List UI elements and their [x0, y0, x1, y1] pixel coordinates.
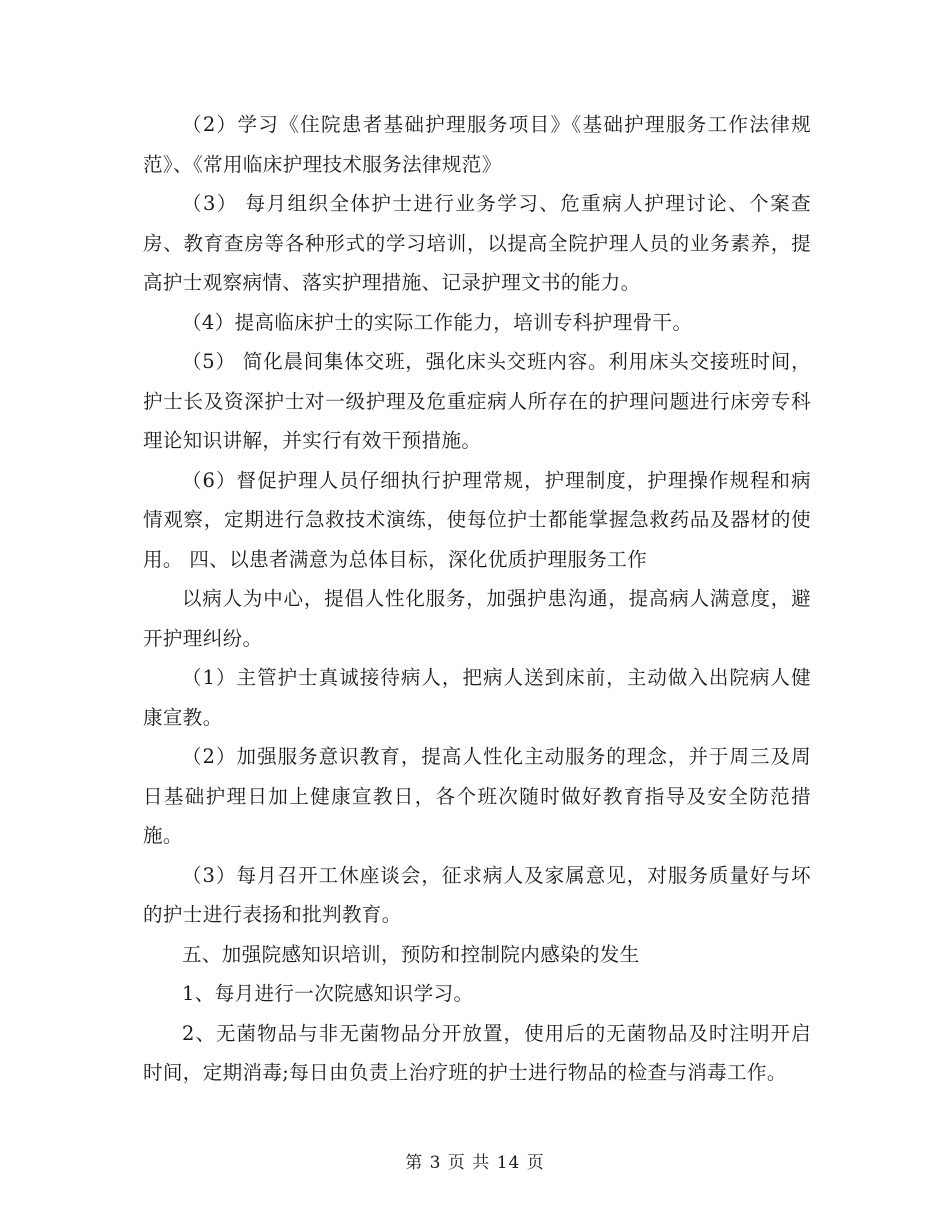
paragraph-1-monthly-study: 1、每月进行一次院感知识学习。: [182, 982, 474, 1005]
paragraph-4-clinical-ability: （4）提高临床护士的实际工作能力，培训专科护理骨干。: [182, 310, 693, 334]
document-body: [143, 105, 811, 1093]
paragraph-5-shift-handover: （5） 简化晨间集体交班，强化床头交班内容。利用床头交接班时间，护士长及资深护士对一级护理及危重症病人所存在的护理问题进行床旁专科理论知识讲解，并实行有效干预措施。: [143, 350, 811, 452]
paragraph-3-feedback-meeting: （3）每月召开工休座谈会，征求病人及家属意见，对服务质量好与坏的护士进行表扬和批判教育。: [143, 863, 811, 926]
section-heading-infection-control: 五、加强院感知识培训，预防和控制院内感染的发生: [182, 942, 640, 966]
paragraph-2-sterile-items: 2、无菌物品与非无菌物品分开放置，使用后的无菌物品及时注明开启时间，定期消毒;每日由负责上治疗班的护士进行物品的检查与消毒工作。: [143, 1021, 811, 1084]
paragraph-2-study: （2）学习《住院患者基础护理服务项目》《基础护理服务工作法律规范》、《常用临床护理技术服务法律规范》: [143, 113, 811, 176]
paragraph-2-service-awareness: （2）加强服务意识教育，提高人性化主动服务的理念，并于周三及周日基础护理日加上健康宣教日，各个班次随时做好教育指导及安全防范措施。: [143, 745, 811, 847]
paragraph-patient-centered: 以病人为中心，提倡人性化服务，加强护患沟通，提高病人满意度，避开护理纠纷。: [143, 587, 811, 650]
page-number-footer: 第 3 页 共 14 页: [405, 1153, 545, 1173]
paragraph-1-reception: （1）主管护士真诚接待病人，把病人送到床前，主动做入出院病人健康宣教。: [143, 666, 811, 729]
paragraph-6-supervision: （6）督促护理人员仔细执行护理常规，护理制度，护理操作规程和病情观察，定期进行急救技术演练，使每位护士都能掌握急救药品及器材的使用。 四、以患者满意为总体目标，深化优质护理服务工作: [143, 468, 811, 571]
paragraph-3-monthly-training: （3） 每月组织全体护士进行业务学习、危重病人护理讨论、个案查房、教育查房等各种形式的学习培训，以提高全院护理人员的业务素养，提高护士观察病情、落实护理措施、记录护理文书的能力。: [143, 192, 811, 294]
